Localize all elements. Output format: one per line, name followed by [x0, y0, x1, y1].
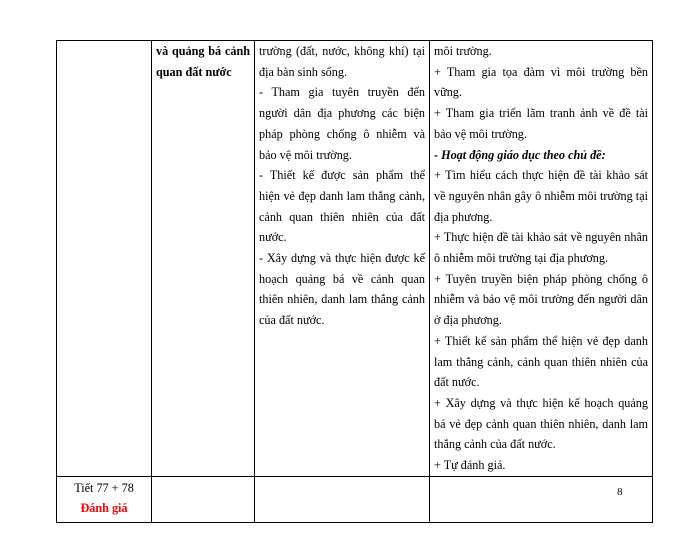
- objective-item: trường (đất, nước, không khí) tại địa bàn sinh sống.: [259, 44, 425, 79]
- topic-text: và quảng bá cảnh quan đất nước: [156, 44, 250, 79]
- lesson-plan-table: [56, 40, 653, 523]
- activity-item: + Thiết kế sản phẩm thể hiện vẻ đẹp danh lam thắng cảnh, cảnh quan thiên nhiên của đất nước.: [434, 333, 648, 390]
- objective-item: - Xây dựng và thực hiện được kế hoạch quảng bá về cảnh quan thiên nhiên, danh lam thắng cảnh của đất nước.: [259, 251, 425, 328]
- activities-cell: [430, 41, 653, 477]
- objectives-cell: [255, 476, 430, 522]
- period-cell: [57, 41, 152, 477]
- topic-cell: [152, 476, 255, 522]
- table-row: [57, 476, 653, 522]
- objectives-cell: [255, 41, 430, 477]
- page-number: 8: [617, 486, 623, 498]
- activity-item: môi trường.: [434, 44, 492, 58]
- period-cell: [57, 476, 152, 522]
- objective-item: - Tham gia tuyên truyền đến người dân địa phương các biện pháp phòng chống ô nhiễm và bảo vệ môi trường.: [259, 85, 425, 162]
- activity-item: + Tham gia tọa đàm vì môi trường bền vững.: [434, 64, 648, 100]
- activity-item: + Thực hiện đề tài khảo sát về nguyên nhân ô nhiễm môi trường tại địa phương.: [434, 230, 648, 266]
- table-row: [57, 41, 653, 477]
- evaluation-label: Đánh giá: [80, 500, 128, 515]
- activity-item: + Tham gia triển lãm tranh ảnh về đề tài bảo vệ môi trường.: [434, 106, 648, 141]
- activities-cell: [430, 476, 653, 522]
- objective-item: - Thiết kế được sản phẩm thể hiện vẻ đẹp danh lam thắng cảnh, cảnh quan thiên nhiên của đất nước.: [259, 168, 425, 245]
- topic-cell: [152, 41, 255, 477]
- activity-item: + Tự đánh giá.: [434, 458, 506, 473]
- period-label: Tiết 77 + 78: [74, 480, 134, 495]
- activity-item: + Xây dựng và thực hiện kế hoạch quảng bá vẻ đẹp cảnh quan thiên nhiên, danh lam thắng cảnh của đất nước.: [434, 395, 648, 452]
- activity-heading: - Hoạt động giáo dục theo chủ đề:: [434, 147, 606, 162]
- activity-item: + Tuyên truyền biện pháp phòng chống ô nhiễm và bảo vệ môi trường đến người dân ở địa phương.: [434, 271, 648, 328]
- activity-item: + Tìm hiểu cách thực hiện đề tài khảo sát về nguyên nhân gây ô nhiễm môi trường tại địa phương.: [434, 168, 648, 224]
